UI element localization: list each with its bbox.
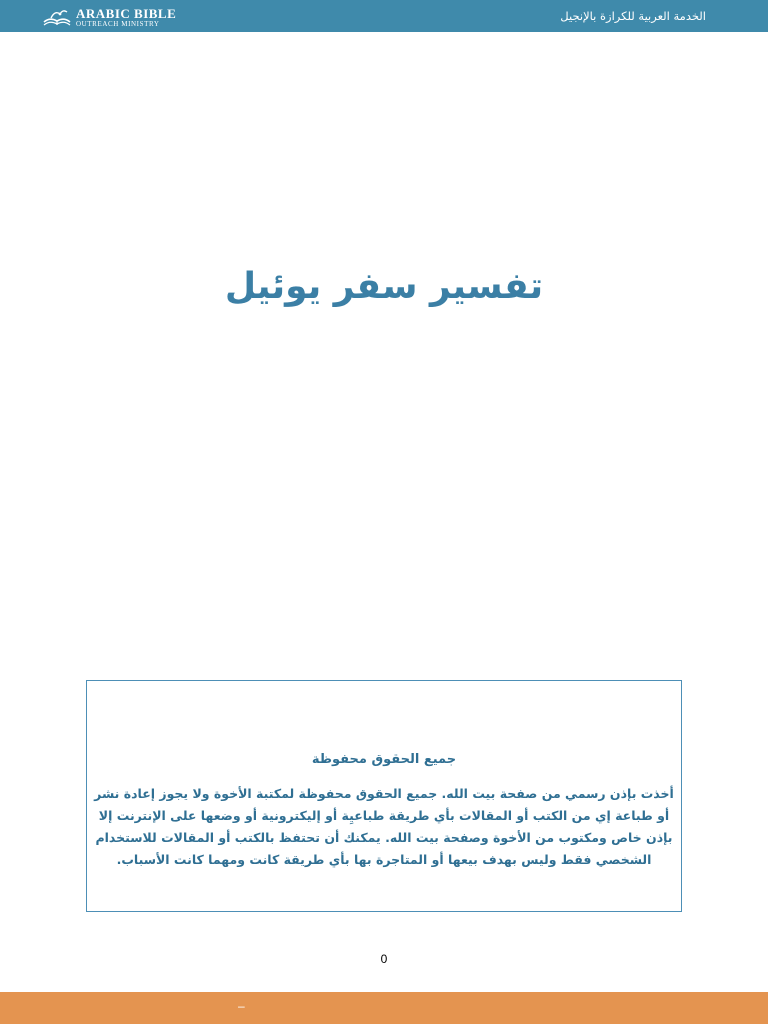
copyright-text: أخذت بإذن رسمي من صفحة بيت الله. جميع الحقوق محفوظة لمكتبة الأخوة ولا يجوز إعادة نشر أو طباعة إي من الكتب أو المقالات بأي طريقة طباعيِة أو إليكترونية أو وضعها على الإنترنت إلا بإذن خاص ومكتوب من الأخوة وصفحة بيت الله. يمكنك أن تحتفظ بالكتب أو المقالات للاستخدام الشخصي فقط وليس بهدف بيعها أو المتاجرة بها بأي طريقة كانت ومهما كانت الأسباب. [94, 786, 674, 867]
logo [42, 5, 176, 29]
header-bar [0, 0, 768, 32]
header-title: الخدمة العربية للكرازة بالإنجيل [560, 9, 706, 23]
logo-title: ARABIC BIBLE [76, 5, 177, 21]
copyright-notice-box [86, 680, 682, 912]
copyright-heading: جميع الحقوق محفوظة [311, 752, 457, 767]
footer-mark: – [238, 999, 245, 1013]
bible-logo-icon [42, 6, 72, 28]
page-number: 0 [380, 952, 388, 966]
logo-subtitle: OUTREACH MINISTRY [76, 19, 160, 28]
footer-bar [0, 992, 768, 1024]
document-title: تفسير سفر يوئيل [224, 266, 544, 307]
